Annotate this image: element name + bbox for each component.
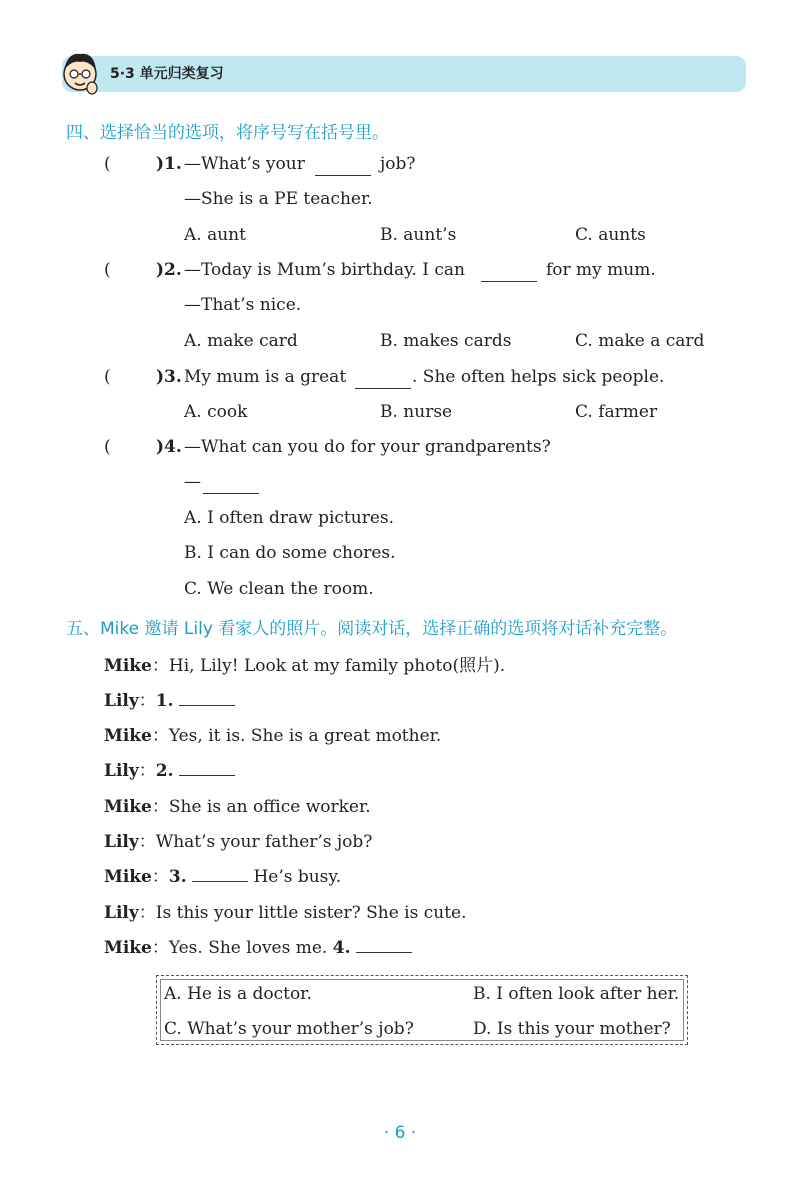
q1-option-a: A. aunt xyxy=(184,225,246,245)
colon: ： xyxy=(138,832,156,852)
q4-option-c: C. We clean the room. xyxy=(184,579,374,599)
q2-option-a: A. make card xyxy=(184,331,298,351)
q1-stem-a: —What’s your xyxy=(184,154,305,174)
q2-answer-line: —That’s nice. xyxy=(184,295,302,315)
q1-option-b: B. aunt’s xyxy=(380,225,457,245)
q3-stem-a: My mum is a great xyxy=(184,367,347,387)
blank-number: 4. xyxy=(332,938,351,958)
dialog-text: She is an office worker. xyxy=(168,797,371,817)
dialog-line-6 xyxy=(104,827,372,852)
blank-number: 3. xyxy=(168,867,187,887)
colon: ： xyxy=(151,938,169,958)
q3-blank[interactable] xyxy=(355,387,411,389)
q3-number: )3. xyxy=(156,367,182,387)
blank-number: 2. xyxy=(155,761,174,781)
dialog-blank-1[interactable] xyxy=(179,704,235,706)
speaker: Mike xyxy=(104,797,152,817)
q3-option-c: C. farmer xyxy=(575,402,658,422)
dialog-line-7 xyxy=(104,862,341,887)
speaker: Mike xyxy=(104,938,152,958)
section5-title: 五、Mike 邀请 Lily 看家人的照片。阅读对话，选择正确的选项将对话补充完整。 xyxy=(66,619,678,639)
dialog-line-9 xyxy=(104,933,412,958)
blank-number: 1. xyxy=(155,691,174,711)
q4-dash: — xyxy=(184,472,201,492)
dialog-line-3 xyxy=(104,721,441,746)
q2-paren-open: ( xyxy=(104,260,111,280)
q2-stem-b: for my mum. xyxy=(546,260,656,280)
dialog-line-4 xyxy=(104,756,235,781)
colon: ： xyxy=(138,691,156,711)
speaker: Lily xyxy=(104,903,139,923)
dialog-blank-4[interactable] xyxy=(356,951,412,953)
dialog-text: Yes. She loves me. xyxy=(168,938,328,958)
speaker: Mike xyxy=(104,726,152,746)
q1-number: )1. xyxy=(156,154,182,174)
q3-paren-open: ( xyxy=(104,367,111,387)
dialog-line-2 xyxy=(104,686,235,711)
q2-option-b: B. makes cards xyxy=(380,331,512,351)
mascot-boy-icon xyxy=(58,48,102,98)
header-title: 5·3 单元归类复习 xyxy=(110,66,224,82)
speaker: Lily xyxy=(104,761,139,781)
speaker: Lily xyxy=(104,832,139,852)
dialog-text: Yes, it is. She is a great mother. xyxy=(168,726,442,746)
dialog-text: Is this your little sister? She is cute. xyxy=(155,903,467,923)
q3-stem-b: . She often helps sick people. xyxy=(412,367,665,387)
q4-paren-open: ( xyxy=(104,437,111,457)
q2-stem-a: —Today is Mum’s birthday. I can xyxy=(184,260,465,280)
q4-blank[interactable] xyxy=(203,492,259,494)
q4-option-a: A. I often draw pictures. xyxy=(184,508,395,528)
q4-stem: —What can you do for your grandparents? xyxy=(184,437,551,457)
q2-option-c: C. make a card xyxy=(575,331,705,351)
dialog-blank-2[interactable] xyxy=(179,774,235,776)
q4-number: )4. xyxy=(156,437,182,457)
colon: ： xyxy=(138,761,156,781)
colon: ： xyxy=(151,656,169,676)
q4-option-b: B. I can do some chores. xyxy=(184,543,396,563)
colon: ： xyxy=(138,903,156,923)
dialog-text: He’s busy. xyxy=(253,867,342,887)
speaker: Mike xyxy=(104,656,152,676)
q1-blank[interactable] xyxy=(315,174,371,176)
option-d: D. Is this your mother? xyxy=(473,1019,671,1039)
option-c: C. What’s your mother’s job? xyxy=(164,1019,414,1039)
colon: ： xyxy=(151,797,169,817)
option-a: A. He is a doctor. xyxy=(164,984,312,1004)
q3-option-a: A. cook xyxy=(184,402,248,422)
dialog-blank-3[interactable] xyxy=(192,880,248,882)
q1-paren-open: ( xyxy=(104,154,111,174)
colon: ： xyxy=(151,867,169,887)
colon: ： xyxy=(151,726,169,746)
q1-stem-b: job? xyxy=(380,154,416,174)
page-number: · 6 · xyxy=(383,1123,417,1143)
dialog-text: Hi, Lily! Look at my family photo(照片). xyxy=(168,656,506,676)
dialog-line-5 xyxy=(104,792,371,817)
option-b: B. I often look after her. xyxy=(473,984,680,1004)
dialog-text: What’s your father’s job? xyxy=(155,832,373,852)
dialog-line-8 xyxy=(104,898,467,923)
q2-number: )2. xyxy=(156,260,182,280)
dialog-line-1 xyxy=(104,651,505,676)
q1-option-c: C. aunts xyxy=(575,225,646,245)
q3-option-b: B. nurse xyxy=(380,402,453,422)
speaker: Mike xyxy=(104,867,152,887)
q1-answer-line: —She is a PE teacher. xyxy=(184,189,373,209)
section4-title: 四、选择恰当的选项，将序号写在括号里。 xyxy=(66,123,389,143)
speaker: Lily xyxy=(104,691,139,711)
q2-blank[interactable] xyxy=(481,280,537,282)
